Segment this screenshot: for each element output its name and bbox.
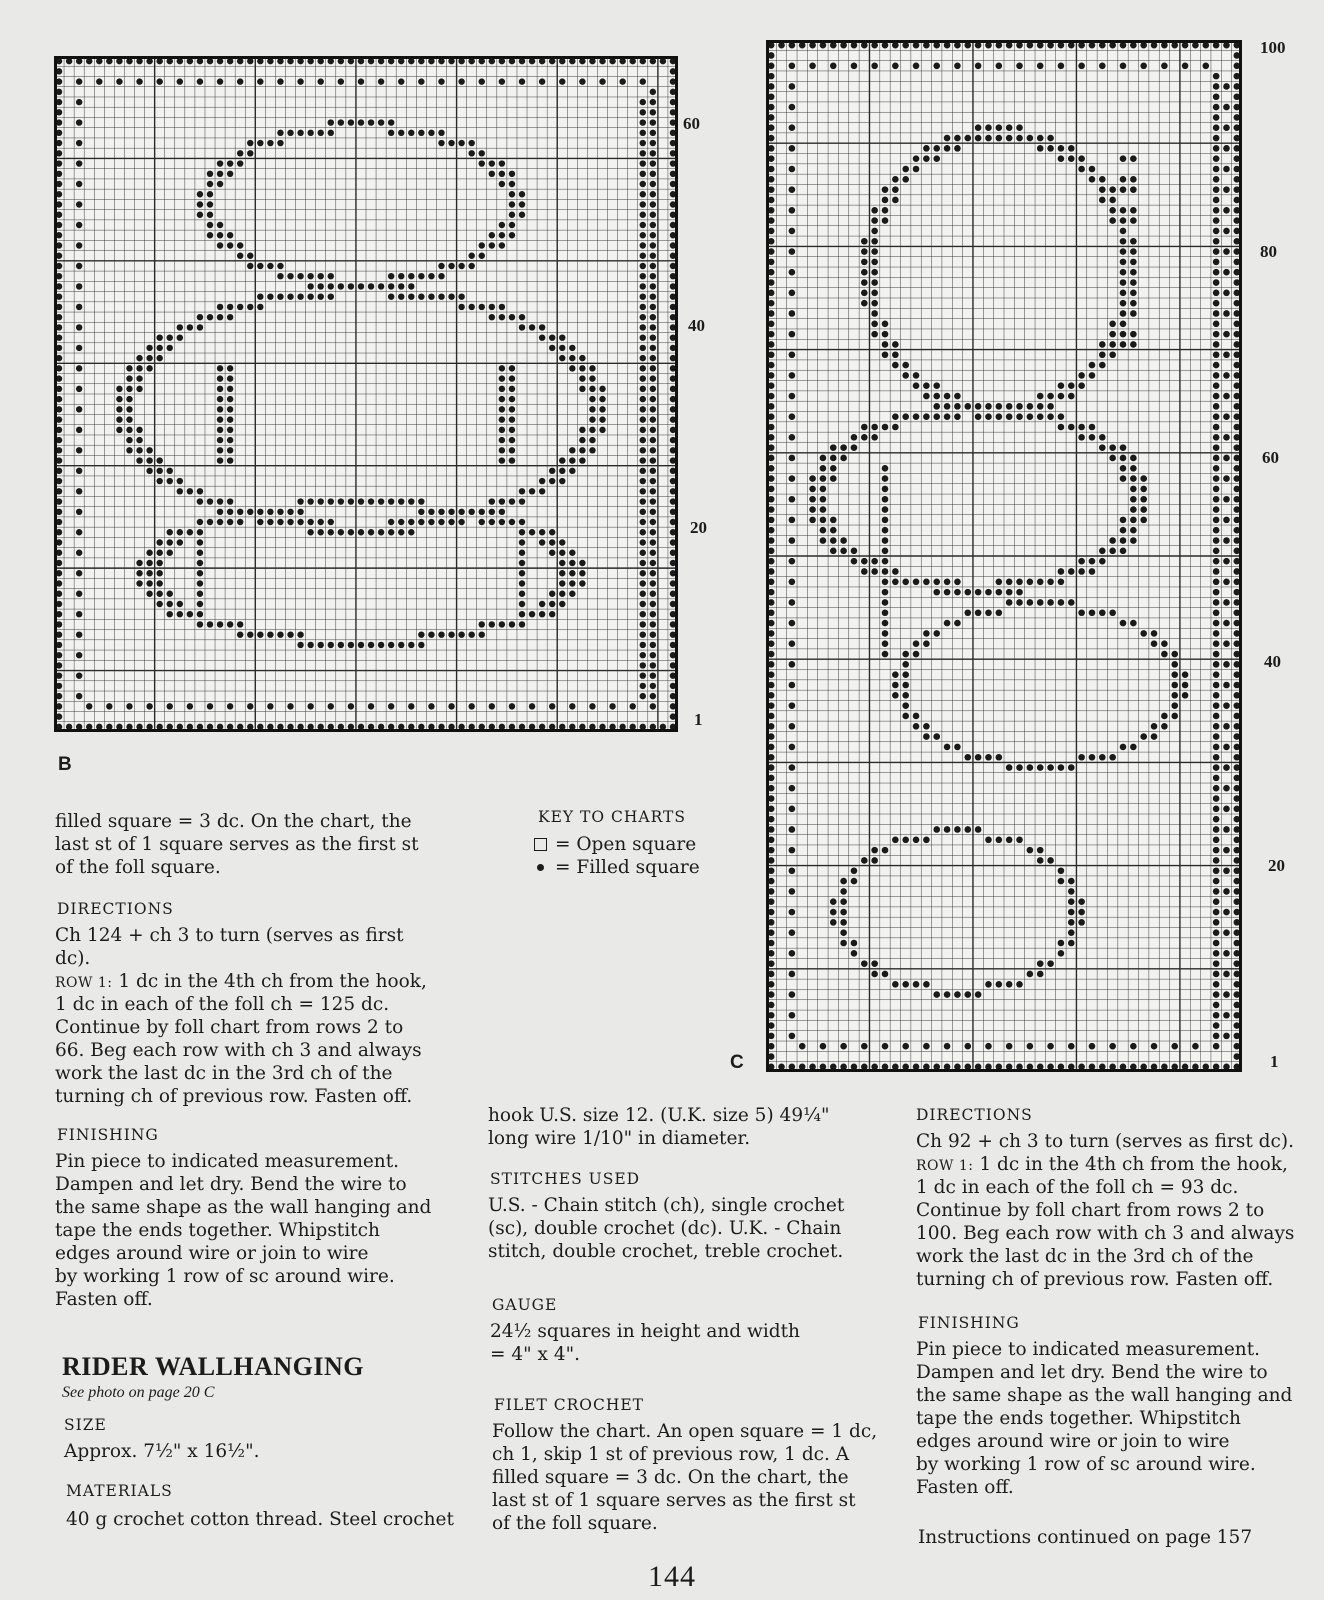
chart-b-row-label-20: 20 [690, 518, 707, 537]
chart-b [54, 56, 678, 732]
chart-c-row-label-100: 100 [1260, 38, 1286, 57]
continued-note: Instructions continued on page 157 [918, 1527, 1253, 1548]
chart-b-row-label-40: 40 [688, 316, 705, 335]
chart-b-row-label-60: 60 [683, 114, 700, 133]
filet-text: Follow the chart. An open square = 1 dc, ch 1, skip 1 st of previous row, 1 dc. A filled square = 3 dc. On the chart, the last st of 1 square serves as the first st of the foll square. [492, 1421, 878, 1534]
col3-row-text: 1 dc in the 4th ch from the hook, [973, 1154, 1288, 1175]
chart-b-row-label-1: 1 [694, 710, 703, 729]
chart-c [766, 40, 1242, 1072]
col1-directions-p2: 1 dc in each of the foll ch = 125 dc. Continue by foll chart from rows 2 to 66. Beg each row with ch 3 and always work the last dc in the 3rd ch of the turning ch of previous row. Fasten off. [55, 994, 422, 1107]
materials-heading: MATERIALS [66, 1482, 173, 1500]
stitches-heading: STITCHES USED [490, 1170, 641, 1188]
materials-text: 40 g crochet cotton thread. Steel crochet [66, 1509, 454, 1530]
page-number: 144 [648, 1560, 696, 1593]
chart-c-row-label-60: 60 [1262, 448, 1279, 467]
col1-finishing-heading: FINISHING [57, 1126, 159, 1144]
col1-finishing-text: Pin piece to indicated measurement. Dampen and let dry. Bend the wire to the same shape as the wall hanging and tape the ends together. Whipstitch edges around wire or join to wire by working 1 row of sc around wire. Fasten off. [55, 1151, 432, 1310]
col3-finishing-heading: FINISHING [918, 1314, 1020, 1332]
key-filled-label: = Filled square [555, 857, 700, 878]
chart-c-row-label-40: 40 [1264, 652, 1281, 671]
size-heading: SIZE [64, 1416, 107, 1434]
chart-b-grid [54, 56, 678, 732]
size-text: Approx. 7½" x 16½". [64, 1441, 260, 1462]
key-open-row [534, 833, 696, 856]
chart-c-grid [766, 40, 1242, 1072]
col3-directions-p2: 1 dc in each of the foll ch = 93 dc. Continue by foll chart from rows 2 to 100. Beg each row with ch 3 and always work the last dc in the 3rd ch of the turning ch of previous row. Fasten off. [916, 1177, 1295, 1290]
col3-finishing-text: Pin piece to indicated measurement. Dampen and let dry. Bend the wire to the same shape as the wall hanging and tape the ends together. Whipstitch edges around wire or join to wire by working 1 row of sc around wire. Fasten off. [916, 1339, 1293, 1498]
chart-c-letter: C [730, 1052, 744, 1073]
col1-intro: filled square = 3 dc. On the chart, the last st of 1 square serves as the first st of the foll square. [55, 811, 419, 878]
col2-materials-cont: hook U.S. size 12. (U.K. size 5) 49¼" long wire 1/10" in diameter. [488, 1105, 830, 1149]
col1-row-text: 1 dc in the 4th ch from the hook, [112, 971, 427, 992]
key-filled-row [534, 856, 700, 879]
filet-heading: FILET CROCHET [494, 1396, 645, 1414]
open-square-icon [534, 838, 547, 851]
col3-directions-heading: DIRECTIONS [916, 1106, 1033, 1124]
gauge-text: 24½ squares in height and width = 4" x 4". [490, 1321, 800, 1365]
section-title: RIDER WALLHANGING [62, 1352, 365, 1381]
chart-c-row-label-80: 80 [1260, 242, 1277, 261]
col1-directions-row1 [55, 970, 495, 995]
photo-reference: See photo on page 20 C [62, 1384, 215, 1401]
gauge-heading: GAUGE [492, 1296, 558, 1314]
col3-directions-row1 [916, 1153, 1288, 1178]
stitches-text: U.S. - Chain stitch (ch), single crochet (sc), double crochet (dc). U.K. - Chain stitch, double crochet, treble crochet. [488, 1195, 845, 1262]
key-heading: KEY TO CHARTS [538, 808, 686, 826]
col3-directions-p1: Ch 92 + ch 3 to turn (serves as first dc). [916, 1131, 1294, 1152]
chart-b-letter: B [58, 754, 72, 775]
col3-row-label: ROW 1: [916, 1158, 974, 1174]
filled-square-icon [537, 864, 544, 871]
col1-directions-p1: Ch 124 + ch 3 to turn (serves as first dc). [55, 925, 404, 969]
col1-directions-heading: DIRECTIONS [57, 900, 174, 918]
key-open-label: = Open square [555, 834, 697, 855]
col1-row-label: ROW 1: [55, 975, 113, 991]
chart-c-row-label-1: 1 [1270, 1052, 1279, 1071]
chart-c-row-label-20: 20 [1268, 856, 1285, 875]
